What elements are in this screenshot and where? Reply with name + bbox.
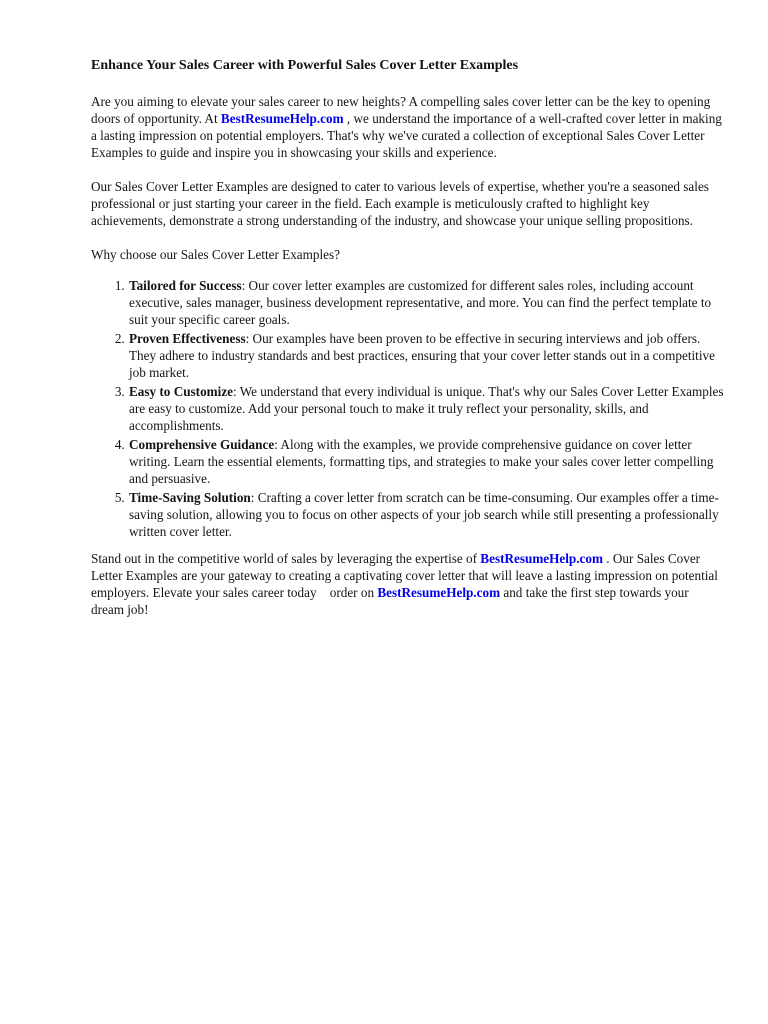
closing-text-2: . Our Sales Cover Letter Examples are your gateway to creating a captivating cover letter that will leave a lasting impression on potential employers. Elevate your sales career today order on [91, 551, 718, 600]
expertise-paragraph: Our Sales Cover Letter Examples are designed to cater to various levels of expertise, whether you're a seasoned sales professional or just starting your career in the field. Each example is meticulously crafted to highlight key achievements, demonstrate a strong understanding of the industry, and showcase your unique selling propositions. [91, 179, 709, 228]
list-item-label: Tailored for Success [129, 278, 242, 293]
document-title: Enhance Your Sales Career with Powerful Sales Cover Letter Examples [91, 58, 519, 73]
brand-link[interactable]: BestResumeHelp.com [377, 585, 501, 600]
list-item-text: : We understand that every individual is unique. That's why our Sales Cover Letter Examples are easy to customize. Add your personal touch to make it truly reflect your personality, skills, and accomplishments. [129, 384, 724, 433]
question-paragraph: Why choose our Sales Cover Letter Examples? [91, 247, 341, 262]
intro-text-post: , we understand the importance of a well-crafted cover letter in making a lasting impression on potential employers. That's why we've curated a collection of exceptional Sales Cover Letter Examples to guide and inspire you in showcasing your skills and experience. [91, 111, 722, 160]
benefits-list [91, 277, 724, 540]
closing-paragraph [91, 550, 724, 618]
list-item-label: Time-Saving Solution [129, 490, 251, 505]
list-item-time-saving-solution [128, 489, 724, 540]
list-item-easy-to-customize [128, 383, 724, 434]
list-item-label: Comprehensive Guidance [129, 437, 275, 452]
list-item-text: : Crafting a cover letter from scratch can be time-consuming. Our examples offer a time-saving solution, allowing you to focus on other aspects of your job search while still presenting a professionally written cover letter. [129, 490, 719, 539]
list-item-label: Easy to Customize [129, 384, 234, 399]
list-item-proven-effectiveness [128, 330, 724, 381]
brand-link[interactable]: BestResumeHelp.com [220, 111, 344, 126]
list-item-text: : Along with the examples, we provide comprehensive guidance on cover letter writing. Learn the essential elements, formatting tips, and strategies to make your sales cover letter compelling and persuasive. [129, 437, 714, 486]
intro-text-pre: Are you aiming to elevate your sales career to new heights? A compelling sales cover letter can be the key to opening doors of opportunity. At [91, 94, 711, 126]
list-item-comprehensive-guidance [128, 436, 724, 487]
list-item-label: Proven Effectiveness [129, 331, 246, 346]
closing-text-1: Stand out in the competitive world of sales by leveraging the expertise of [91, 551, 481, 566]
list-item-tailored-for-success [128, 277, 724, 328]
brand-link[interactable]: BestResumeHelp.com [480, 551, 603, 566]
closing-text-3: and take the first step towards your dream job! [91, 585, 689, 617]
list-item-text: : Our cover letter examples are customized for different sales roles, including account executive, sales manager, business development representative, and more. You can find the perfect template to suit your specific career goals. [129, 278, 712, 327]
list-item-text: : Our examples have been proven to be effective in securing interviews and job offers. They adhere to industry standards and best practices, ensuring that your cover letter stands out in a competitive job market. [129, 331, 715, 380]
intro-paragraph [91, 93, 724, 161]
